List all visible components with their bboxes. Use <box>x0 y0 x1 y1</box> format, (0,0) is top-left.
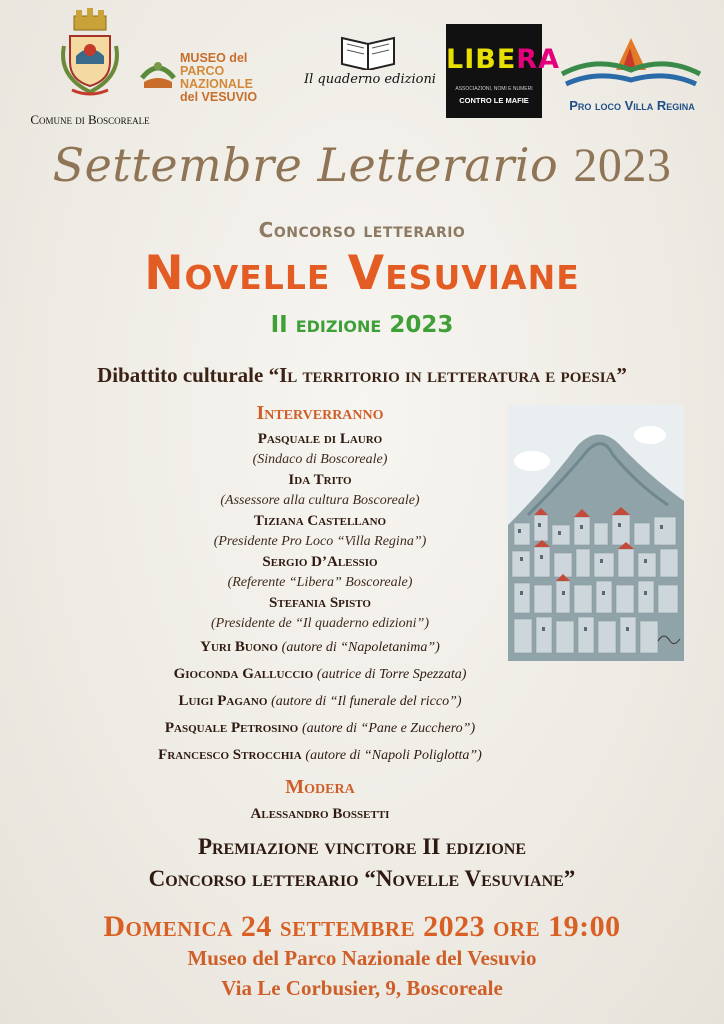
speaker-name: Stefania Spisto <box>269 595 371 611</box>
museo-line2: PARCO NAZIONALE <box>180 64 253 91</box>
speakers-heading: Interverranno <box>256 402 384 424</box>
speaker-role: (Sindaco di Boscoreale) <box>252 452 388 467</box>
event-title <box>0 138 724 193</box>
author-item <box>120 715 520 742</box>
speaker-item <box>120 552 520 593</box>
speaker-item <box>120 429 520 470</box>
quaderno-logo <box>298 30 436 100</box>
speaker-role: (Presidente Pro Loco “Villa Regina”) <box>213 534 427 549</box>
debate-prefix: Dibattito culturale <box>97 363 264 387</box>
event-year: 2023 <box>573 139 672 192</box>
moderator-name: Alessandro Bossetti <box>250 806 390 822</box>
author-role: (autore di “Napoletanima”) <box>281 640 440 655</box>
libera-name-b: RA <box>516 44 560 75</box>
author-item <box>120 688 520 715</box>
moderator-heading: Modera <box>285 776 355 798</box>
author-name: Francesco Strocchia <box>158 747 302 763</box>
debate-title: “Il territorio in letteratura e poesia” <box>268 363 627 387</box>
comune-crest-logo <box>54 6 126 98</box>
open-book-icon <box>338 30 398 70</box>
contest-name: Novelle Vesuviane <box>144 246 580 301</box>
author-role: (autore di “Napoli Poliglotta”) <box>305 748 482 763</box>
quaderno-label: Il quaderno edizioni <box>304 72 436 87</box>
proloco-label: Pro loco Villa Regina <box>569 98 695 113</box>
comune-label: Comune di Boscoreale <box>30 112 150 127</box>
author-name: Gioconda Galluccio <box>173 666 314 682</box>
author-role: (autrice di Torre Spezzata) <box>316 667 467 682</box>
museo-line1: MUSEO del <box>180 51 248 65</box>
speakers-section <box>120 402 520 829</box>
speaker-item <box>120 511 520 552</box>
debate-line <box>0 363 724 388</box>
proloco-logo <box>556 30 706 94</box>
event-address: Via Le Corbusier, 9, Boscoreale <box>221 976 503 1000</box>
museo-logo <box>138 48 288 104</box>
libera-name-a: LIBE <box>446 44 517 75</box>
vesuvius-painting <box>508 405 684 661</box>
event-date: Domenica 24 settembre 2023 ore 19:00 <box>103 910 621 943</box>
event-venue: Museo del Parco Nazionale del Vesuvio <box>187 946 537 970</box>
concorso-label: Concorso letterario <box>258 218 466 242</box>
speaker-name: Pasquale di Lauro <box>257 431 383 447</box>
author-item <box>120 661 520 688</box>
speaker-role: (Presidente de “Il quaderno edizioni”) <box>210 616 429 631</box>
edition-label: II edizione 2023 <box>270 312 454 338</box>
libera-sub: ASSOCIAZIONI, NOMI E NUMERI <box>455 86 533 92</box>
author-name: Yuri Buono <box>200 639 278 655</box>
libera-logo <box>446 24 560 118</box>
author-role: (autore di “Il funerale del ricco”) <box>271 694 462 709</box>
speaker-name: Sergio D’Alessio <box>262 554 378 570</box>
author-name: Luigi Pagano <box>178 693 268 709</box>
author-name: Pasquale Petrosino <box>164 720 299 736</box>
author-item <box>120 634 520 661</box>
award-line-1: Premiazione vincitore II edizione <box>197 834 527 859</box>
award-line-2: Concorso letterario “Novelle Vesuviane” <box>148 866 576 891</box>
speaker-item <box>120 470 520 511</box>
event-name: Settembre Letterario <box>52 138 559 192</box>
museo-mark-icon <box>138 54 178 94</box>
speaker-role: (Referente “Libera” Boscoreale) <box>227 575 413 590</box>
speaker-role: (Assessore alla cultura Boscoreale) <box>220 493 420 508</box>
speaker-name: Ida Trito <box>288 472 352 488</box>
speaker-name: Tiziana Castellano <box>253 513 387 529</box>
author-role: (autore di “Pane e Zucchero”) <box>301 721 476 736</box>
author-item <box>120 742 520 769</box>
libera-sub2: CONTRO LE MAFIE <box>459 96 529 105</box>
museo-line3: del VESUVIO <box>180 90 258 104</box>
speaker-item <box>120 593 520 634</box>
